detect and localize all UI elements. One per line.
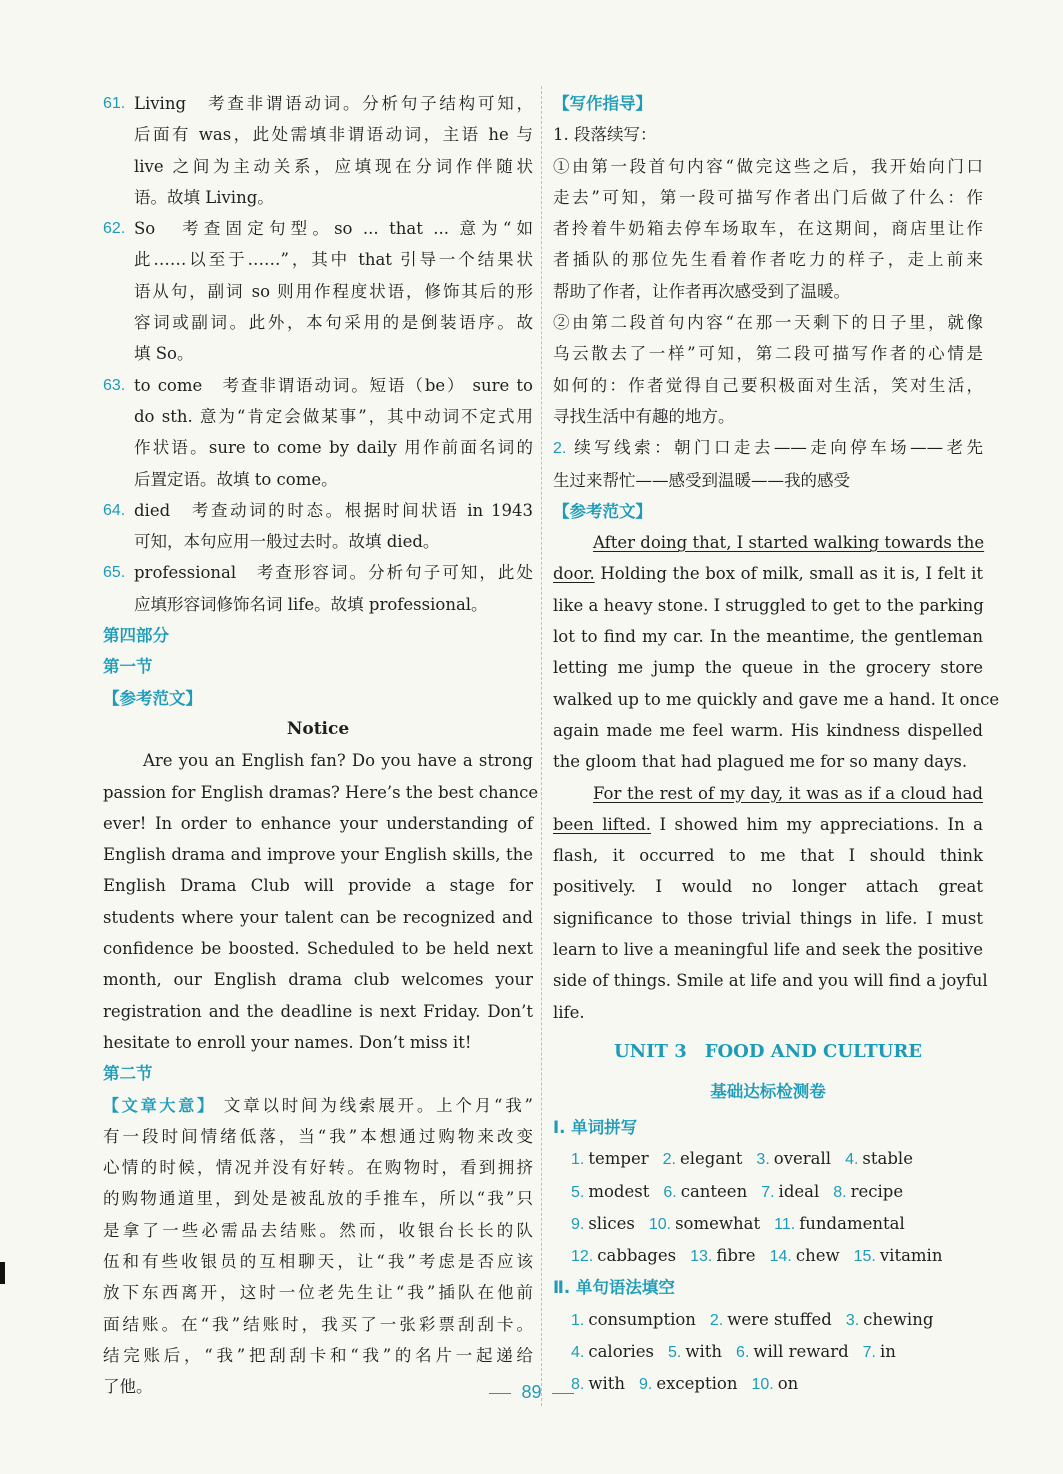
guide-line: 寻找生活中有趣的地方。 (553, 406, 735, 426)
summary-line: 的购物通道里，到处是被乱放的手推车，所以“我”只 (103, 1189, 533, 1209)
answer-word: on (777, 1374, 799, 1394)
answer-line: 后面有 was，此处需填非谓语动词，主语 he 与 (134, 125, 533, 145)
notice-line: English drama and improve your English skills, the (103, 845, 533, 865)
answer-word: in (880, 1341, 896, 1361)
essay-line: walked up to me quickly and gave me a hand. It once (553, 689, 1000, 709)
guide-paragraph-2 (553, 307, 983, 432)
summary-line: 了他。 (103, 1377, 153, 1397)
essay-p1-first-line: After doing that, I started walking towards the (593, 533, 985, 553)
answer-item (571, 1208, 635, 1240)
notice-line: month, our English drama club welcomes your (103, 970, 533, 990)
answer-item (571, 1336, 654, 1368)
notice-line: hesitate to enroll your names. Don’t miss it! (103, 1032, 472, 1052)
answer-number: 3. (756, 1151, 770, 1169)
guide-line: 如何的：作者觉得自己要积极面对生活，笑对生活， (553, 375, 983, 395)
question-62 (103, 213, 533, 369)
notice-line: Are you an English fan? Do you have a strong (143, 751, 533, 771)
essay-line: positively. I would no longer attach great (553, 877, 983, 897)
essay-p2-first-line: For the rest of my day, it was as if a cloud had (593, 783, 983, 803)
guide-line: 乌云散去了一样”可知，第二段可描写作者的心情是 (553, 344, 983, 364)
answer-number: 7. (862, 1343, 876, 1361)
answer-number: 14. (769, 1248, 792, 1266)
answer-word: temper (588, 1149, 649, 1169)
answer-word: will reward (753, 1341, 849, 1361)
question-65 (103, 557, 533, 620)
summary-text: 文章以时间为线索展开。上个月“我” (215, 1095, 533, 1115)
answer-number: 9. (571, 1215, 585, 1233)
answer-item (663, 1176, 747, 1208)
question-64 (103, 495, 533, 558)
answer-row (553, 1304, 983, 1336)
answer-word: with (685, 1341, 723, 1361)
essay-line: learn to live a meaningful life and seek the positive (553, 940, 983, 960)
answer-word: chewing (863, 1309, 934, 1329)
answer-word: overall (773, 1149, 832, 1169)
question-61 (103, 88, 533, 213)
notice-line: passion for English dramas? Here’s the best chance (103, 782, 539, 802)
answer-line: 62. So 考查固定句型。so ... that ... 意为“如 (134, 213, 533, 244)
essay-line: again made me feel warm. His kindness dispelled (553, 720, 983, 740)
answer-item (571, 1143, 649, 1175)
answer-item (736, 1336, 849, 1368)
essay-line: like a heavy stone. I struggled to get to the parking (553, 595, 984, 615)
notice-title: Notice (286, 718, 350, 739)
essay-line: flash, it occurred to me that I should think (553, 846, 983, 866)
essay-line (553, 809, 983, 840)
essay-line: lot to find my car. In the meantime, the gentleman (553, 627, 983, 647)
answer-word: elegant (679, 1149, 743, 1169)
answer-number: 6. (663, 1183, 677, 1201)
answer-number: 9. (639, 1376, 653, 1394)
answer-item (571, 1304, 696, 1336)
answer-number: 6. (736, 1343, 750, 1361)
part4-heading: 第四部分 (103, 626, 169, 646)
answer-number: 4. (845, 1151, 859, 1169)
essay-line: letting me jump the queue in the grocery store (553, 658, 983, 678)
essay-underlined-text: been lifted. (553, 814, 652, 834)
answer-number: 2. (709, 1311, 724, 1329)
page-number-dash-right (552, 1393, 574, 1394)
section-1-title: Ⅰ. 单词拼写 (553, 1117, 638, 1137)
essay-paragraph-1 (553, 558, 1000, 777)
answer-word: were stuffed (727, 1309, 832, 1329)
guide-line: 者拎着牛奶箱去停车场取车，在这期间，商店里让作 (553, 219, 983, 239)
summary-line: 心情的时候，情况并没有好转。在购物时，看到拥挤 (103, 1158, 533, 1178)
answer-number: 12. (571, 1248, 594, 1266)
guide-line: 者插队的那位先生看着作者吃力的样子，走上前来 (553, 250, 983, 270)
question-number: 63. (103, 376, 126, 394)
guide-line: ①由第一段首句内容“做完这些之后，我开始向门口 (553, 156, 983, 176)
guide-text: 续写线索：朝门口走去——走向停车场——老先 (574, 438, 983, 458)
notice-line: English Drama Club will provide a stage for (103, 876, 533, 896)
summary-label: 【文章大意】 (103, 1095, 216, 1115)
summary-body (103, 1090, 533, 1403)
edge-mark (0, 1262, 5, 1284)
summary-line: 伍和有些收银员的互相聊天，让“我”考虑是否应该 (103, 1251, 533, 1271)
answer-item (833, 1176, 903, 1208)
answer-number: 11. (774, 1215, 796, 1233)
answer-row (553, 1143, 983, 1175)
answer-word: slices (588, 1213, 635, 1233)
answer-line: do sth. 意为“肯定会做某事”，其中动词不定式用 (134, 406, 533, 426)
question-number: 64. (103, 501, 126, 519)
page-number-dash-left (489, 1393, 511, 1394)
guide-line (553, 432, 983, 464)
essay-text: I showed him my appreciations. In a (651, 814, 984, 834)
answer-item (571, 1240, 676, 1272)
answer-number: 7. (761, 1183, 775, 1201)
summary-line: 有一段时间情绪低落，当“我”本想通过购物来改变 (103, 1126, 533, 1146)
answer-number: 5. (571, 1183, 585, 1201)
question-number: 62. (103, 220, 126, 238)
answer-word: ideal (778, 1181, 820, 1201)
answer-row (553, 1336, 983, 1368)
word-spelling-answers (553, 1143, 983, 1272)
model-essay-label: 【参考范文】 (103, 688, 202, 708)
guide-number: 2. (553, 440, 575, 458)
guide-line: 走去”可知，第一段可描写作者出门后做了什么：作 (553, 187, 983, 207)
answer-number: 1. (571, 1151, 585, 1169)
answer-line: 容词或副词。此外，本句采用的是倒装语序。故 (134, 313, 533, 333)
notice-line: confidence be boosted. Scheduled to be held next (103, 939, 533, 959)
answer-row (553, 1240, 983, 1272)
column-divider (541, 86, 542, 1406)
answer-line: 填 So。 (134, 344, 194, 364)
answer-word: canteen (680, 1181, 748, 1201)
answer-item (668, 1336, 722, 1368)
guide-line: 帮助了作者，让作者再次感受到了温暖。 (553, 281, 850, 301)
notice-line: registration and the deadline is next Friday. Don’t (103, 1001, 533, 1021)
essay-paragraph-2 (553, 809, 988, 1028)
answer-word: fibre (716, 1246, 756, 1266)
answer-number: 2. (662, 1151, 676, 1169)
answer-item (770, 1240, 840, 1272)
notice-line: students where your talent can be recognized and (103, 907, 533, 927)
answer-number: 13. (690, 1248, 713, 1266)
summary-line: 放下东西离开，这时一位老先生让“我”插队在他前 (103, 1283, 533, 1303)
answer-word: somewhat (675, 1213, 761, 1233)
model-essay-label-right: 【参考范文】 (553, 501, 652, 521)
section-2-title: Ⅱ. 单句语法填空 (553, 1278, 675, 1298)
summary-line (103, 1090, 533, 1121)
essay-underlined-text: door. (553, 564, 595, 584)
answer-item (854, 1240, 943, 1272)
notice-line: ever! In order to enhance your understanding of (103, 813, 533, 833)
answer-line: 后置定语。故填 to come。 (134, 469, 338, 489)
answer-item (846, 1304, 934, 1336)
answer-line: 63. to come 考查非谓语动词。短语（be） sure to (134, 370, 533, 401)
answer-line: 作状语。sure to come by daily 用作前面名词的 (134, 438, 533, 458)
answer-number: 10. (648, 1215, 672, 1233)
test-title: 基础达标检测卷 (710, 1081, 826, 1101)
section2-heading: 第二节 (103, 1064, 153, 1084)
answer-word: stable (862, 1149, 913, 1169)
answer-item (690, 1240, 755, 1272)
answer-line: 可知，本句应用一般过去时。故填 died。 (134, 532, 440, 552)
question-number: 65. (103, 564, 126, 582)
summary-line: 是拿了一些必需品去结账。然而，收银台长长的队 (103, 1220, 533, 1240)
answer-line: 65. professional 考查形容词。分析句子可知，此处 (134, 557, 533, 588)
answer-number: 1. (571, 1311, 585, 1329)
notice-body (103, 745, 539, 1058)
answer-item (663, 1143, 743, 1175)
summary-line: 面结账。在“我”结账时，我买了一张彩票刮刮卡。 (103, 1314, 533, 1334)
page-number-text: 89 (521, 1382, 542, 1402)
summary-line: 结完账后，“我”把刮刮卡和“我”的名片一起递给 (103, 1345, 533, 1365)
writing-guide-label: 【写作指导】 (553, 94, 652, 113)
answer-item (571, 1176, 649, 1208)
answer-number: 15. (853, 1248, 876, 1266)
left-column (103, 88, 539, 1402)
section1-heading: 第一节 (103, 657, 153, 677)
answer-number: 4. (571, 1343, 585, 1361)
guide-line: 生过来帮忙——感受到温暖——我的感受 (553, 470, 850, 490)
answer-item (863, 1336, 896, 1368)
answer-line: 语。故填 Living。 (134, 187, 274, 207)
essay-line: the gloom that had plagued me for so many days. (553, 752, 968, 772)
essay-line (553, 558, 983, 589)
answer-word: cabbages (597, 1246, 677, 1266)
guide-item-1: 1. 段落续写： (553, 125, 657, 145)
answer-item (845, 1143, 913, 1175)
guide-paragraph-1 (553, 151, 983, 307)
answer-word: vitamin (879, 1246, 943, 1266)
answer-item (710, 1304, 832, 1336)
right-column (553, 88, 1000, 1401)
essay-text: Holding the box of milk, small as it is, I felt it (594, 564, 983, 584)
essay-line: significance to those trivial things in life. I must (553, 908, 983, 928)
answer-number: 8. (833, 1183, 847, 1201)
answer-line: 64. died 考查动词的时态。根据时间状语 in 1943 (134, 495, 533, 526)
answer-word: with (588, 1374, 626, 1394)
answer-word: consumption (588, 1309, 696, 1329)
answer-number: 5. (668, 1343, 682, 1361)
answer-line: 此……以至于……”，其中 that 引导一个结果状 (134, 250, 533, 270)
answer-word: chew (795, 1246, 840, 1266)
answer-number: 8. (571, 1376, 585, 1394)
answer-row (553, 1176, 983, 1208)
question-number: 61. (103, 95, 126, 112)
answer-number: 3. (845, 1311, 860, 1329)
answer-item (774, 1208, 905, 1240)
answer-line: 语从句，副词 so 则用作程度状语，修饰其后的形 (134, 281, 533, 301)
answer-word: exception (656, 1374, 738, 1394)
answer-row (553, 1208, 983, 1240)
answer-item (649, 1208, 760, 1240)
guide-line: ②由第二段首句内容“在那一天剩下的日子里，就像 (553, 313, 983, 333)
answer-line: live 之间为主动关系，应填现在分词作伴随状 (134, 156, 533, 176)
essay-line: life. (553, 1002, 585, 1022)
answer-line: 61. Living 考查非谓语动词。分析句子结构可知， (134, 88, 533, 119)
guide-item-2 (553, 432, 983, 496)
answer-number: 10. (751, 1376, 774, 1394)
essay-line: side of things. Smile at life and you will find a joyful (553, 971, 988, 991)
answer-word: recipe (850, 1181, 904, 1201)
answer-word: calories (588, 1341, 655, 1361)
unit-title: UNIT 3 FOOD AND CULTURE (613, 1040, 923, 1062)
answer-item (761, 1176, 819, 1208)
answer-line: 应填形容词修饰名词 life。故填 professional。 (134, 594, 488, 614)
answer-item (756, 1143, 831, 1175)
question-63 (103, 370, 533, 495)
answer-word: modest (588, 1181, 650, 1201)
page-number (0, 1382, 1063, 1403)
answer-word: fundamental (799, 1213, 905, 1233)
